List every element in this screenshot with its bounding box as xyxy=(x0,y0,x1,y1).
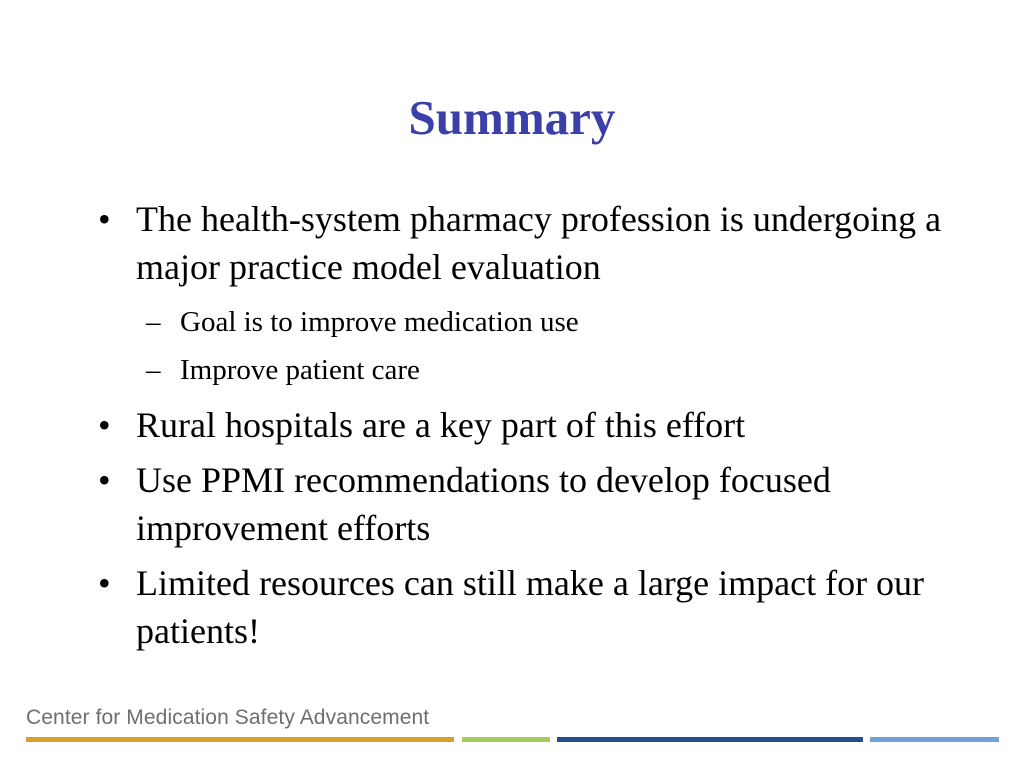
sub-bullet-text: Goal is to improve medication use xyxy=(180,306,579,338)
bullet-mark: • xyxy=(98,405,111,445)
bullet-text: Limited resources can still make a large impact for our patients! xyxy=(136,563,925,651)
bullet-text: Rural hospitals are a key part of this effort xyxy=(136,405,746,445)
bullet-item xyxy=(98,401,978,449)
footer-color-bar xyxy=(870,737,999,742)
footer-color-bar xyxy=(462,737,550,742)
bullet-item xyxy=(98,456,978,552)
bullet-text: The health-system pharmacy profession is undergoing a major practice model evaluation xyxy=(136,199,942,287)
footer-color-bar xyxy=(557,737,863,742)
sub-bullet-item xyxy=(98,298,978,346)
sub-bullet-mark: – xyxy=(146,354,161,386)
slide-title: Summary xyxy=(408,90,616,145)
sub-bullet-text: Improve patient care xyxy=(180,354,420,386)
footer-organization-name: Center for Medication Safety Advancement xyxy=(26,706,430,729)
bullet-mark: • xyxy=(98,199,111,239)
slide-body xyxy=(98,195,978,662)
footer-color-bar xyxy=(26,737,454,742)
sub-bullet-item xyxy=(98,346,978,394)
bullet-item xyxy=(98,195,978,291)
bullet-mark: • xyxy=(98,460,111,500)
bullet-item xyxy=(98,559,978,655)
bullet-mark: • xyxy=(98,563,111,603)
bullet-text: Use PPMI recommendations to develop focused improvement efforts xyxy=(136,460,831,548)
sub-bullet-mark: – xyxy=(146,306,161,338)
